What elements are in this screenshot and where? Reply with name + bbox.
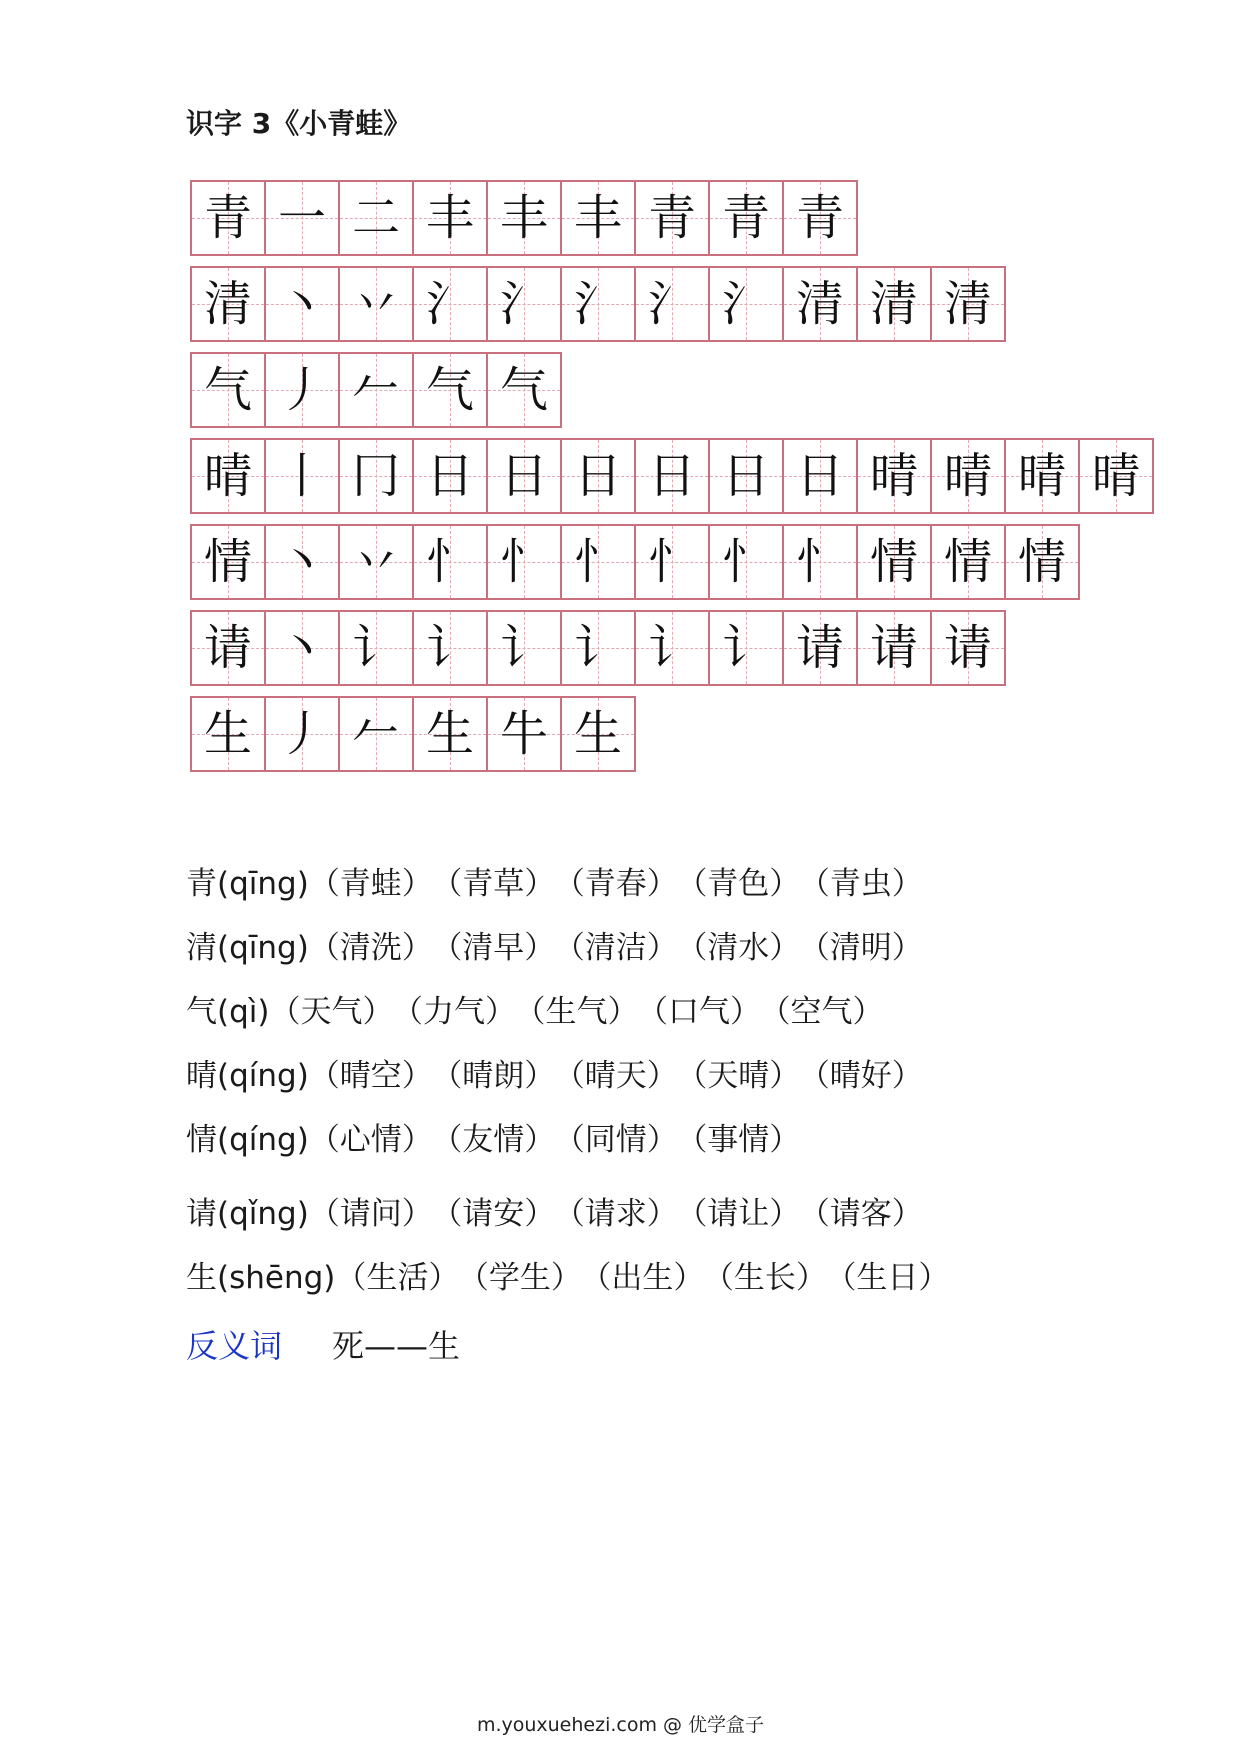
vocab-line (186, 1054, 937, 1098)
stroke-char: 讠 (425, 620, 474, 676)
vocab-line (186, 990, 897, 1034)
stroke-char: 忄 (499, 534, 548, 590)
stroke-char: 日 (425, 448, 474, 504)
vocab-word: （晴朗） (446, 1058, 556, 1094)
vocab-word: （清早） (446, 930, 556, 966)
stroke-cell (1080, 440, 1152, 512)
stroke-cell (710, 612, 784, 684)
stroke-char: 丿 (277, 706, 326, 762)
vocab-line (186, 1192, 937, 1236)
stroke-cell (636, 182, 710, 254)
stroke-char: 丰 (499, 190, 548, 246)
stroke-cell (192, 440, 266, 512)
stroke-char: 丷 (351, 276, 400, 332)
stroke-cell (932, 268, 1004, 340)
stroke-cell (784, 182, 856, 254)
stroke-cell (192, 526, 266, 598)
stroke-cell (488, 354, 560, 426)
footer-watermark: m.youxuehezi.com @ 优学盒子 (476, 1714, 765, 1736)
stroke-cell (340, 526, 414, 598)
page-title: 识字 3《小青蛙》 (186, 107, 412, 140)
stroke-cell (488, 526, 562, 598)
vocab-word: （心情） (308, 1122, 433, 1158)
stroke-char: 日 (499, 448, 548, 504)
stroke-char: 一 (277, 190, 326, 246)
stroke-cell (414, 698, 488, 770)
stroke-char: 讠 (573, 620, 622, 676)
stroke-row (190, 438, 1154, 514)
stroke-char: 晴 (1017, 448, 1066, 504)
stroke-cell (710, 526, 784, 598)
stroke-cell (562, 440, 636, 512)
stroke-cell (340, 354, 414, 426)
stroke-char: 情 (869, 534, 918, 590)
stroke-char: 忄 (721, 534, 770, 590)
vocab-line (186, 862, 937, 906)
vocab-char: 清 (186, 930, 217, 966)
stroke-char: 𠂉 (351, 706, 400, 762)
stroke-char: 丨 (277, 448, 326, 504)
stroke-char: 请 (795, 620, 844, 676)
vocab-pinyin: (qíng) (217, 1122, 309, 1158)
stroke-cell (858, 268, 932, 340)
stroke-char: 丷 (351, 534, 400, 590)
stroke-char: 情 (1017, 534, 1066, 590)
stroke-cell (636, 268, 710, 340)
stroke-cell (414, 182, 488, 254)
stroke-char: 丶 (277, 534, 326, 590)
stroke-char: 青 (647, 190, 696, 246)
stroke-cell (784, 440, 858, 512)
stroke-cell (858, 526, 932, 598)
vocab-word: （晴好） (814, 1058, 923, 1094)
stroke-cell (488, 612, 562, 684)
vocab-word: （青虫） (814, 866, 923, 902)
stroke-char: 清 (869, 276, 918, 332)
stroke-cell (562, 526, 636, 598)
stroke-cell (710, 182, 784, 254)
stroke-char: 氵 (425, 276, 474, 332)
vocab-word: （天晴） (691, 1058, 801, 1094)
vocab-char: 青 (186, 866, 217, 902)
stroke-cell (932, 440, 1006, 512)
vocab-word: （清水） (691, 930, 801, 966)
stroke-cell (266, 354, 340, 426)
stroke-cell (266, 612, 340, 684)
stroke-cell (710, 440, 784, 512)
vocab-word: （请求） (569, 1196, 678, 1232)
stroke-char: 讠 (647, 620, 696, 676)
vocab-word: （青色） (691, 866, 801, 902)
stroke-char: 氵 (499, 276, 548, 332)
antonym-label: 反义词 (186, 1327, 283, 1365)
stroke-cell (192, 354, 266, 426)
stroke-cell (414, 526, 488, 598)
stroke-cell (562, 698, 634, 770)
stroke-cell (414, 268, 488, 340)
stroke-cell (932, 526, 1006, 598)
stroke-char: 讠 (499, 620, 548, 676)
vocab-word: （空气） (774, 994, 884, 1030)
stroke-char: 晴 (1091, 448, 1140, 504)
antonym-pair: 死——生 (332, 1327, 461, 1365)
vocab-word: （生长） (718, 1260, 827, 1296)
stroke-char: 气 (499, 362, 548, 418)
stroke-cell (1006, 440, 1080, 512)
stroke-cell (414, 612, 488, 684)
stroke-cell (562, 182, 636, 254)
stroke-char: 讠 (721, 620, 770, 676)
stroke-char: 二 (351, 190, 400, 246)
stroke-char: 青 (203, 190, 252, 246)
stroke-cell (340, 182, 414, 254)
stroke-char: 丰 (573, 190, 622, 246)
stroke-char: 氵 (721, 276, 770, 332)
stroke-cell (266, 526, 340, 598)
vocab-char: 气 (186, 994, 217, 1030)
stroke-char: 日 (573, 448, 622, 504)
stroke-row (190, 696, 636, 772)
stroke-char: 日 (647, 448, 696, 504)
stroke-char: 忄 (647, 534, 696, 590)
stroke-char: 日 (795, 448, 844, 504)
vocab-word: （同情） (569, 1122, 678, 1158)
stroke-cell (488, 182, 562, 254)
vocab-word: （晴天） (569, 1058, 678, 1094)
vocab-word: （清明） (814, 930, 923, 966)
vocab-word: （生气） (529, 994, 639, 1030)
stroke-cell (340, 698, 414, 770)
vocab-char: 请 (186, 1196, 217, 1232)
stroke-cell (414, 440, 488, 512)
vocab-word: （晴空） (308, 1058, 433, 1094)
stroke-char: 青 (721, 190, 770, 246)
stroke-cell (266, 182, 340, 254)
stroke-cell (784, 612, 858, 684)
stroke-cell (784, 526, 858, 598)
stroke-row (190, 524, 1080, 600)
stroke-char: 清 (943, 276, 992, 332)
stroke-char: 氵 (647, 276, 696, 332)
stroke-cell (414, 354, 488, 426)
stroke-cell (488, 440, 562, 512)
vocab-pinyin: (qǐng) (217, 1196, 309, 1232)
stroke-char: 冂 (351, 448, 400, 504)
stroke-char: 忄 (425, 534, 474, 590)
vocab-char: 情 (186, 1122, 217, 1158)
stroke-row (190, 180, 858, 256)
stroke-char: 丶 (277, 276, 326, 332)
stroke-cell (340, 440, 414, 512)
stroke-row (190, 352, 562, 428)
vocab-word: （清洁） (569, 930, 678, 966)
vocab-word: （生日） (840, 1260, 950, 1296)
stroke-cell (636, 612, 710, 684)
stroke-cell (266, 698, 340, 770)
stroke-char: 气 (425, 362, 474, 418)
vocab-line (186, 926, 937, 970)
vocab-word: （出生） (595, 1260, 705, 1296)
vocab-word: （友情） (446, 1122, 556, 1158)
vocab-word: （请让） (691, 1196, 801, 1232)
stroke-cell (562, 268, 636, 340)
stroke-cell (562, 612, 636, 684)
stroke-char: 晴 (203, 448, 252, 504)
stroke-cell (266, 268, 340, 340)
stroke-cell (858, 612, 932, 684)
stroke-cell (340, 268, 414, 340)
stroke-char: 请 (943, 620, 992, 676)
stroke-cell (1006, 526, 1078, 598)
stroke-cell (192, 268, 266, 340)
vocab-word: （口气） (652, 994, 761, 1030)
stroke-char: 忄 (795, 534, 844, 590)
stroke-cell (192, 698, 266, 770)
stroke-char: 请 (869, 620, 918, 676)
vocab-word: （清洗） (308, 930, 433, 966)
stroke-char: 晴 (869, 448, 918, 504)
stroke-char: 情 (943, 534, 992, 590)
stroke-char: 生 (573, 706, 622, 762)
stroke-char: 𠂉 (351, 362, 400, 418)
vocab-word: （请问） (308, 1196, 433, 1232)
stroke-char: 清 (203, 276, 252, 332)
vocab-word: （请客） (814, 1196, 923, 1232)
stroke-cell (488, 268, 562, 340)
stroke-cell (266, 440, 340, 512)
stroke-char: 清 (795, 276, 844, 332)
vocab-word: （事情） (691, 1122, 801, 1158)
antonym-line (186, 1324, 460, 1368)
vocab-word: （生活） (335, 1260, 460, 1296)
stroke-char: 氵 (573, 276, 622, 332)
stroke-cell (340, 612, 414, 684)
vocab-word: （青春） (569, 866, 678, 902)
stroke-char: 气 (203, 362, 252, 418)
stroke-cell (636, 440, 710, 512)
vocab-word: （天气） (269, 994, 394, 1030)
vocab-char: 生 (186, 1260, 217, 1296)
vocab-word: （青蛙） (308, 866, 433, 902)
stroke-char: 青 (795, 190, 844, 246)
stroke-char: 情 (203, 534, 252, 590)
stroke-char: 日 (721, 448, 770, 504)
stroke-char: 生 (425, 706, 474, 762)
vocab-word: （请安） (446, 1196, 556, 1232)
stroke-row (190, 610, 1006, 686)
vocab-pinyin: (qīng) (217, 866, 309, 902)
stroke-char: 讠 (351, 620, 400, 676)
stroke-char: 请 (203, 620, 252, 676)
vocab-word: （青草） (446, 866, 556, 902)
vocab-word: （力气） (407, 994, 516, 1030)
vocab-pinyin: (qì) (217, 994, 270, 1030)
stroke-char: 丰 (425, 190, 474, 246)
stroke-cell (784, 268, 858, 340)
vocab-pinyin: (qīng) (217, 930, 309, 966)
vocab-word: （学生） (473, 1260, 582, 1296)
vocab-char: 晴 (186, 1058, 217, 1094)
stroke-cell (710, 268, 784, 340)
stroke-char: 丶 (277, 620, 326, 676)
stroke-row (190, 266, 1006, 342)
stroke-cell (488, 698, 562, 770)
stroke-char: 忄 (573, 534, 622, 590)
stroke-cell (858, 440, 932, 512)
stroke-cell (636, 526, 710, 598)
vocab-line (186, 1118, 814, 1162)
stroke-cell (192, 182, 266, 254)
vocab-line (186, 1256, 963, 1300)
stroke-char: 丿 (277, 362, 326, 418)
stroke-char: 牛 (499, 706, 548, 762)
stroke-char: 晴 (943, 448, 992, 504)
vocab-pinyin: (qíng) (217, 1058, 309, 1094)
stroke-char: 生 (203, 706, 252, 762)
stroke-cell (932, 612, 1004, 684)
stroke-cell (192, 612, 266, 684)
vocab-pinyin: (shēng) (217, 1260, 336, 1296)
